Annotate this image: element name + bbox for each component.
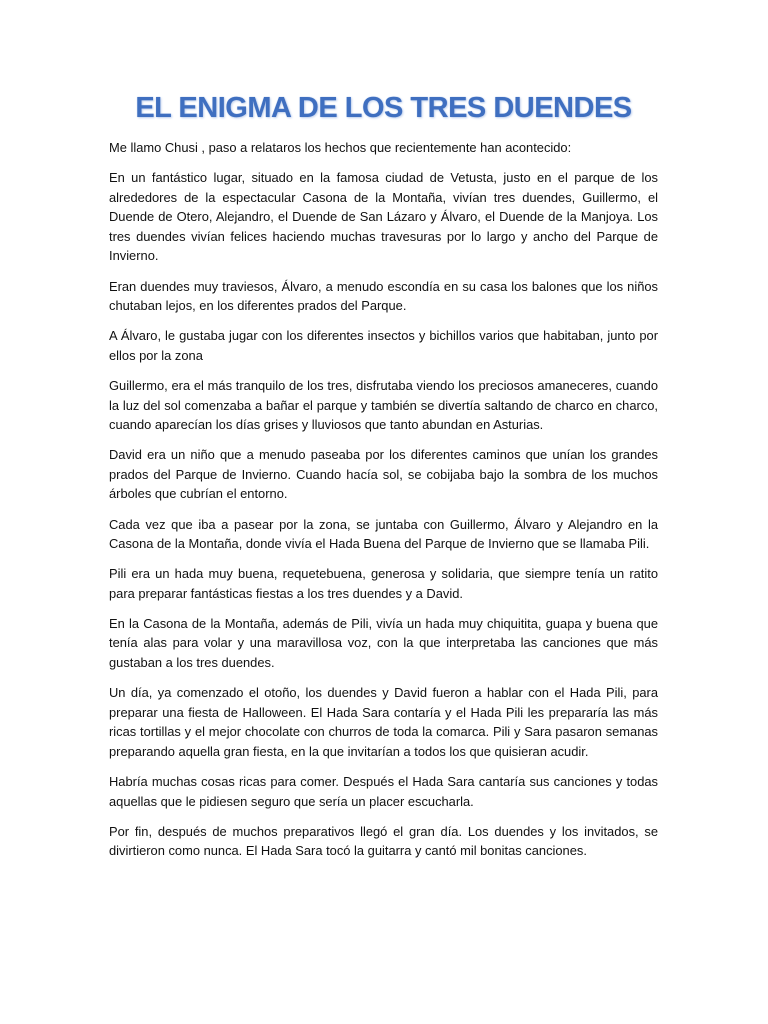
paragraph: En la Casona de la Montaña, además de Pili, vivía un hada muy chiquitita, guapa y buena que tenía alas para volar y una maravillosa voz, con la que interpretaba las canciones que más gustaban a los tres duendes. [109,615,658,671]
document-page [109,86,658,871]
document-title: EL ENIGMA DE LOS TRES DUENDES [135,92,632,124]
paragraph: Guillermo, era el más tranquilo de los tres, disfrutaba viendo los preciosos amaneceres, cuando la luz del sol comenzaba a bañar el parque y también se divertía saltando de charco en charco, cuando aparecían los días grises y lluviosos que tanto abundan en Asturias. [109,377,658,433]
paragraph: Por fin, después de muchos preparativos llegó el gran día. Los duendes y los invitados, se divirtieron como nunca. El Hada Sara tocó la guitarra y cantó mil bonitas canciones. [109,823,658,859]
paragraph: Cada vez que iba a pasear por la zona, se juntaba con Guillermo, Álvaro y Alejandro en la Casona de la Montaña, donde vivía el Hada Buena del Parque de Invierno que se llamaba Pili. [109,516,658,552]
paragraph: Habría muchas cosas ricas para comer. Después el Hada Sara cantaría sus canciones y todas aquellas que le pidiesen seguro que sería un placer escucharla. [109,774,658,809]
paragraph: David era un niño que a menudo paseaba por los diferentes caminos que unían los grandes prados del Parque de Invierno. Cuando hacía sol, se cobijaba bajo la sombra de los muchos árboles que cubrían el entorno. [109,447,658,502]
paragraph: Eran duendes muy traviesos, Álvaro, a menudo escondía en su casa los balones que los niños chutaban lejos, en los diferentes prados del Parque. [109,278,658,314]
paragraph: Pili era un hada muy buena, requetebuena, generosa y solidaria, que siempre tenía un ratito para preparar fantásticas fiestas a los tres duendes y a David. [109,566,658,601]
paragraph: Un día, ya comenzado el otoño, los duendes y David fueron a hablar con el Hada Pili, para preparar una fiesta de Halloween. El Hada Sara contaría y el Hada Pili les prepararía las más ricas tortillas y el mejor chocolate con churros de toda la comarca. Pili y Sara pasaron semanas preparando aquella gran fiesta, en la que invitarían a todos los que quisieran acudir. [109,685,658,759]
paragraph-intro: Me llamo Chusi , paso a relataros los hechos que recientemente han acontecido: [109,140,572,155]
paragraph: A Álvaro, le gustaba jugar con los diferentes insectos y bichillos varios que habitaban, junto por ellos por la zona [109,328,658,363]
paragraph: En un fantástico lugar, situado en la famosa ciudad de Vetusta, justo en el parque de los alrededores de la espectacular Casona de la Montaña, vivían tres duendes, Guillermo, el Duende de Otero, Alejandro, el Duende de San Lázaro y Álvaro, el Duende de la Manjoya. Los tres duendes vivían felices haciendo muchas travesuras por lo largo y ancho del Parque de Invierno. [109,170,658,264]
